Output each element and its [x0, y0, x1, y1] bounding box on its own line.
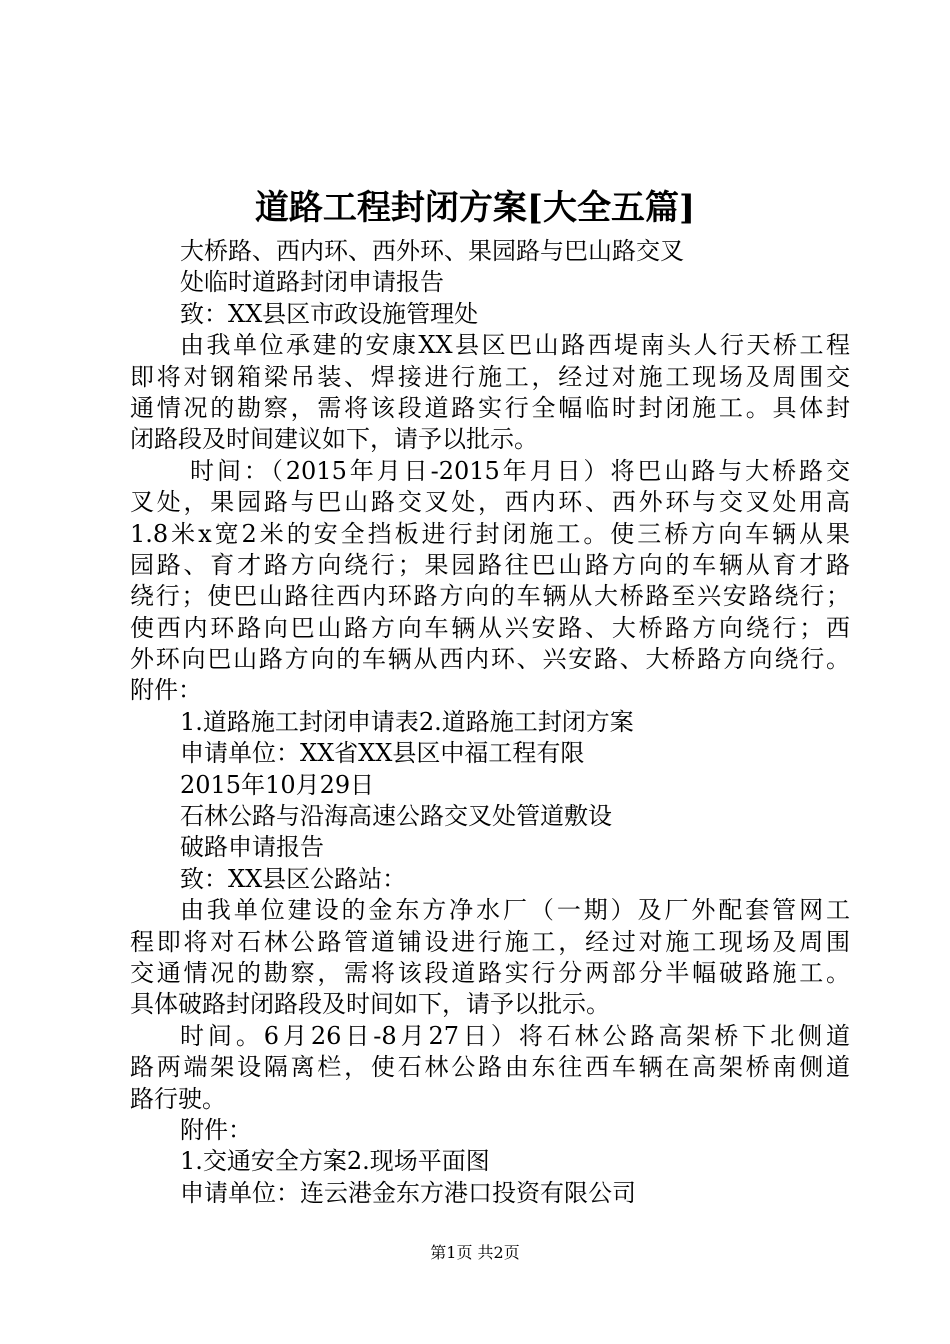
paragraph-line: 由我单位承建的安康XX县区巴山路西堤南头人行天桥工程: [180, 331, 850, 360]
addressee-line: 致：XX县区公路站：: [180, 864, 407, 893]
paragraph-line: 程即将对石林公路管道铺设进行施工，经过对施工现场及周围: [130, 927, 850, 956]
paragraph-line: 通情况的勘察，需将该段道路实行全幅临时封闭施工。具体封: [130, 393, 850, 422]
paragraph-line: 由我单位建设的金东方净水厂（一期）及厂外配套管网工: [180, 896, 850, 925]
applicant-line: 申请单位：XX省XX县区中福工程有限: [180, 739, 585, 768]
heading-line: 破路申请报告: [180, 833, 324, 862]
attachment-label: 附件：: [130, 676, 202, 705]
paragraph-line: 绕行；使巴山路往西内环路方向的车辆从大桥路至兴安路绕行；: [130, 582, 850, 611]
paragraph-line: 园路、育才路方向绕行；果园路往巴山路方向的车辆从育才路: [130, 550, 850, 579]
paragraph-line: 闭路段及时间建议如下，请予以批示。: [130, 425, 538, 454]
attachment-label: 附件：: [180, 1115, 252, 1144]
paragraph-line: 交通情况的勘察，需将该段道路实行分两部分半幅破路施工。: [130, 958, 850, 987]
paragraph-line: 具体破路封闭路段及时间如下，请予以批示。: [130, 990, 610, 1019]
paragraph-line: 时间。6月26日-8月27日）将石林公路高架桥下北侧道: [180, 1021, 850, 1050]
attachment-list: 1.道路施工封闭申请表2.道路施工封闭方案: [180, 707, 634, 736]
heading-line: 处临时道路封闭申请报告: [180, 268, 444, 297]
attachment-list: 1.交通安全方案2.现场平面图: [180, 1147, 490, 1176]
paragraph-line: 时间：（2015年月日-2015年月日）将巴山路与大桥路交: [190, 456, 850, 485]
document-body: [130, 236, 850, 1209]
paragraph-line: 即将对钢箱梁吊装、焊接进行施工，经过对施工现场及周围交: [130, 362, 850, 391]
paragraph-line: 使西内环路向巴山路方向车辆从兴安路、大桥路方向绕行；西: [130, 613, 850, 642]
paragraph-line: 叉处，果园路与巴山路交叉处，西内环、西外环与交叉处用高: [130, 488, 850, 517]
page-number-footer: 第1页 共2页: [430, 1243, 520, 1262]
paragraph-line: 1.8米x宽2米的安全挡板进行封闭施工。使三桥方向车辆从果: [130, 519, 850, 548]
paragraph-line: 路行驶。: [130, 1084, 226, 1113]
paragraph-line: 路两端架设隔离栏，使石林公路由东往西车辆在高架桥南侧道: [130, 1053, 850, 1082]
document-title: 道路工程封闭方案[大全五篇]: [254, 188, 696, 228]
heading-line: 石林公路与沿海高速公路交叉处管道敷设: [180, 802, 612, 831]
addressee-line: 致：XX县区市政设施管理处: [180, 299, 479, 328]
date-line: 2015年10月29日: [180, 770, 375, 799]
paragraph-line: 外环向巴山路方向的车辆从西内环、兴安路、大桥路方向绕行。: [130, 645, 850, 674]
heading-line: 大桥路、西内环、西外环、果园路与巴山路交叉: [180, 237, 684, 265]
applicant-line: 申请单位：连云港金东方港口投资有限公司: [180, 1178, 636, 1207]
